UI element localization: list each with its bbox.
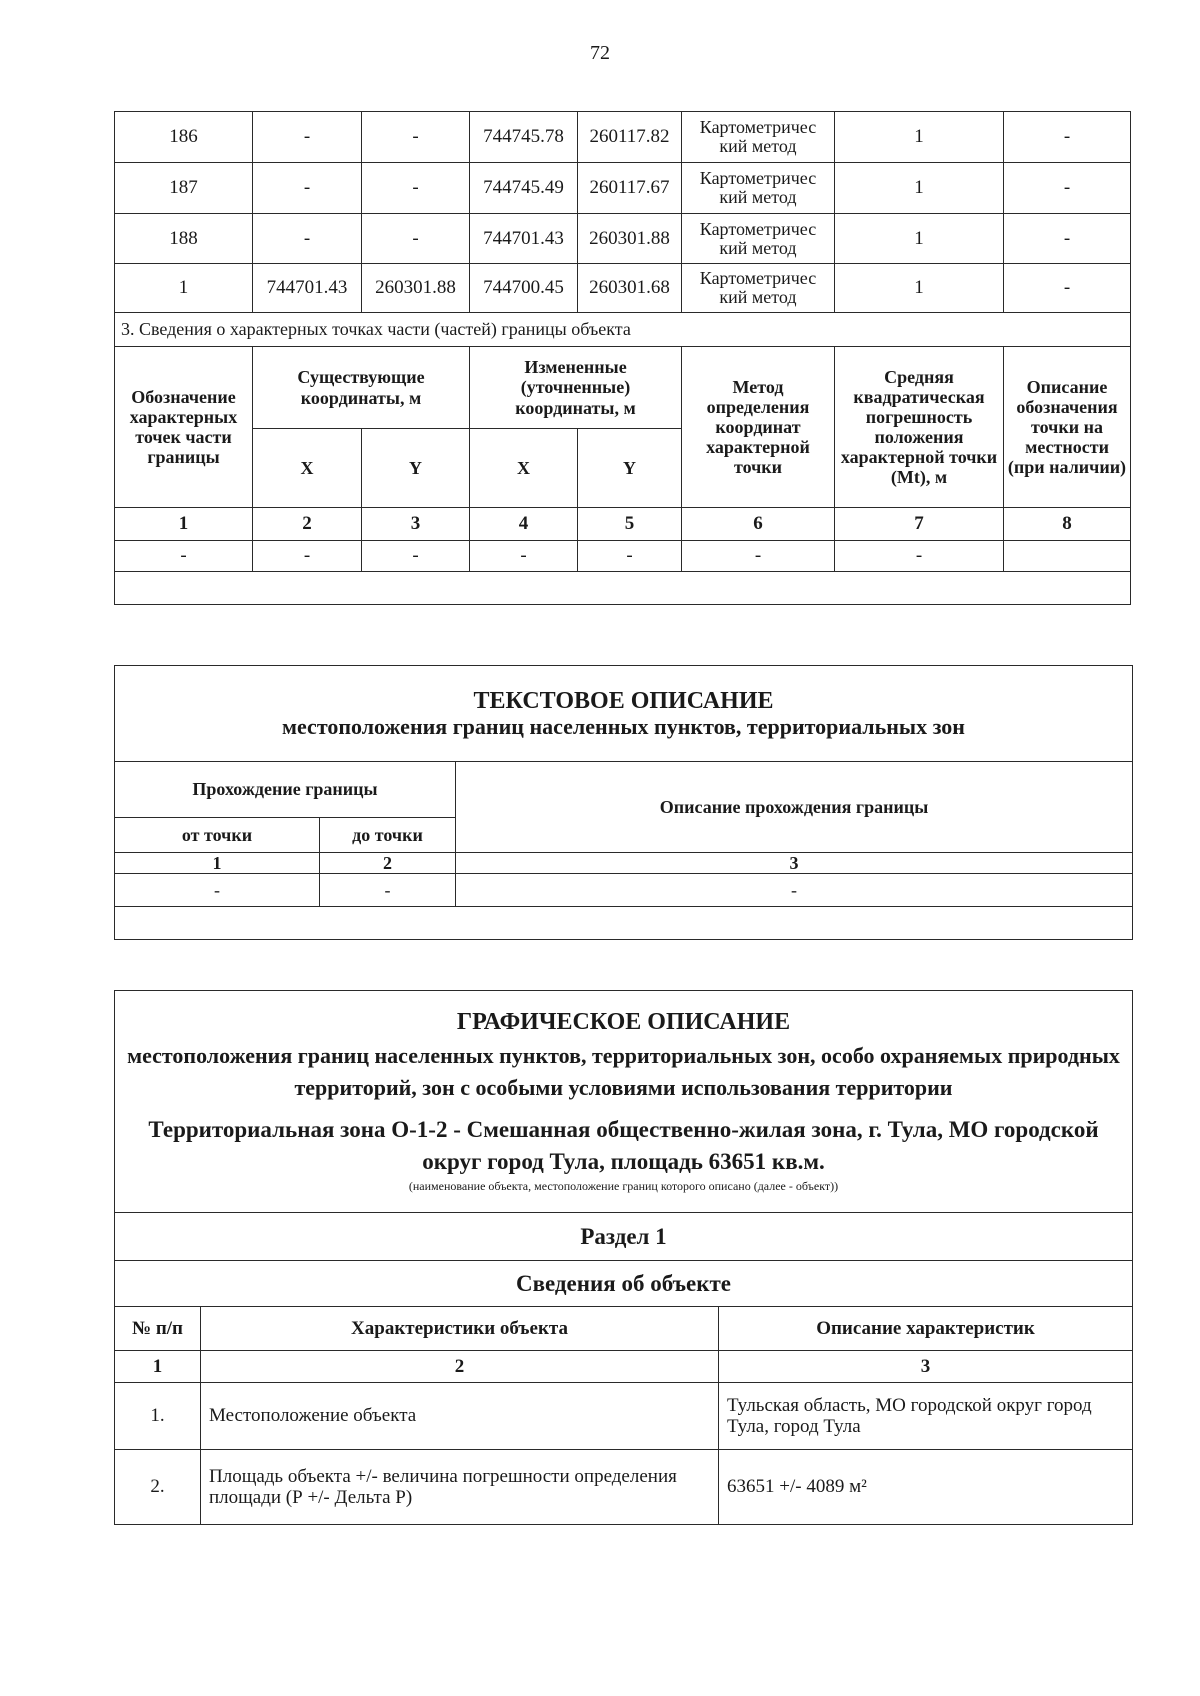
characteristic: Площадь объекта +/- величина погрешности определения площади (Р +/- Дельта Р) — [201, 1450, 719, 1525]
row-number: 1. — [115, 1383, 201, 1450]
table-row — [115, 541, 1131, 572]
graphic-description-subtitle: местоположения границ населенных пунктов, территориальных зон, особо охраняемых природных территорий, зон с особыми условиями использования территории — [127, 1043, 1120, 1101]
method-header: Метод определения координат характерной точки — [682, 347, 835, 508]
blank-row — [115, 907, 1133, 940]
section-title: Сведения об объекте — [115, 1261, 1133, 1307]
point-number: 188 — [115, 214, 253, 264]
section-title-row — [115, 1261, 1133, 1307]
changed-y: 260301.68 — [578, 264, 682, 313]
method-line-2: кий метод — [719, 136, 797, 156]
column-number: 1 — [115, 1351, 201, 1383]
characteristic: Местоположение объекта — [201, 1383, 719, 1450]
title-row — [115, 991, 1133, 1213]
title-cell — [115, 991, 1133, 1213]
passage-description: - — [456, 874, 1133, 907]
y-header: Y — [578, 429, 682, 508]
graphic-description-table — [114, 990, 1133, 1525]
error-value: 1 — [835, 112, 1004, 163]
from-point-header: от точки — [115, 818, 320, 853]
empty-cell: - — [115, 541, 253, 572]
method-line-1: Картометричес — [699, 268, 817, 289]
empty-cell: - — [682, 541, 835, 572]
x-header: X — [253, 429, 362, 508]
method-cell — [682, 112, 835, 163]
description-header: Описание обозначения точки на местности (при наличии) — [1004, 347, 1131, 508]
method-line-1: Картометричес — [699, 168, 817, 189]
row-number: 2. — [115, 1450, 201, 1525]
empty-cell — [1004, 541, 1131, 572]
changed-x: 744700.45 — [470, 264, 578, 313]
changed-header: Измененные (уточненные) координаты, м — [470, 347, 682, 429]
description-header: Описание прохождения границы — [456, 762, 1133, 853]
blank-cell — [115, 907, 1133, 940]
point-number: 186 — [115, 112, 253, 163]
section-3-title: 3. Сведения о характерных точках части (частей) границы объекта — [115, 313, 1131, 347]
method-line-2: кий метод — [719, 237, 797, 258]
y-header: Y — [362, 429, 470, 508]
column-number: 2 — [253, 508, 362, 541]
changed-y: 260117.82 — [578, 112, 682, 163]
existing-header: Существующие координаты, м — [253, 347, 470, 429]
table-row — [115, 1383, 1133, 1450]
empty-cell: - — [253, 541, 362, 572]
existing-y: - — [362, 112, 470, 163]
header-row — [115, 347, 1131, 429]
text-description-subtitle: местоположения границ населенных пунктов, территориальных зон — [282, 713, 965, 739]
x-header: X — [470, 429, 578, 508]
method-line-1: Картометричес — [699, 218, 817, 239]
characteristic-description: Тульская область, МО городской округ город Тула, город Тула — [719, 1383, 1133, 1450]
table-row — [115, 214, 1131, 264]
point-number: 1 — [115, 264, 253, 313]
blank-cell — [115, 572, 1131, 605]
object-note: (наименование объекта, местоположение границ которого описано (далее - объект)) — [408, 1179, 839, 1194]
existing-y: 260301.88 — [362, 264, 470, 313]
point-number: 187 — [115, 163, 253, 214]
existing-x: - — [253, 163, 362, 214]
existing-x: 744701.43 — [253, 264, 362, 313]
method-cell — [682, 264, 835, 313]
changed-y: 260117.67 — [578, 163, 682, 214]
existing-x: - — [253, 112, 362, 163]
from-point: - — [115, 874, 320, 907]
designation-header: Обозначение характерных точек части границы — [115, 347, 253, 508]
header-row — [115, 1307, 1133, 1351]
column-number: 8 — [1004, 508, 1131, 541]
coordinates-table — [114, 111, 1131, 605]
section-row — [115, 313, 1131, 347]
empty-cell: - — [470, 541, 578, 572]
text-description-title: ТЕКСТОВОЕ ОПИСАНИЕ — [473, 687, 774, 714]
table-row — [115, 163, 1131, 214]
passage-header: Прохождение границы — [115, 762, 456, 818]
column-number: 6 — [682, 508, 835, 541]
title-cell — [115, 666, 1133, 762]
empty-cell: - — [362, 541, 470, 572]
blank-row — [115, 572, 1131, 605]
section-row — [115, 1213, 1133, 1261]
to-point: - — [320, 874, 456, 907]
point-description: - — [1004, 214, 1131, 264]
characteristic-header: Характеристики объекта — [201, 1307, 719, 1351]
error-value: 1 — [835, 264, 1004, 313]
method-line-2: кий метод — [719, 187, 797, 207]
column-number: 3 — [719, 1351, 1133, 1383]
object-name: Территориальная зона О-1-2 - Смешанная общественно-жилая зона, г. Тула, МО городской округ город Тула, площадь 63651 кв.м. — [148, 1116, 1099, 1175]
column-number: 1 — [115, 853, 320, 874]
column-numbers-row — [115, 508, 1131, 541]
empty-cell: - — [835, 541, 1004, 572]
characteristic-description: 63651 +/- 4089 м² — [719, 1450, 1133, 1525]
error-value: 1 — [835, 163, 1004, 214]
point-description: - — [1004, 112, 1131, 163]
column-number: 7 — [835, 508, 1004, 541]
existing-y: - — [362, 214, 470, 264]
point-description: - — [1004, 264, 1131, 313]
column-number: 1 — [115, 508, 253, 541]
section-label: Раздел 1 — [115, 1213, 1133, 1261]
column-number: 2 — [201, 1351, 719, 1383]
column-number: 3 — [456, 853, 1133, 874]
changed-y: 260301.88 — [578, 214, 682, 264]
column-number: 5 — [578, 508, 682, 541]
method-line-2: кий метод — [719, 287, 797, 307]
text-description-table — [114, 665, 1133, 940]
existing-x: - — [253, 214, 362, 264]
column-number: 2 — [320, 853, 456, 874]
point-description: - — [1004, 163, 1131, 214]
changed-x: 744745.78 — [470, 112, 578, 163]
table-row — [115, 1450, 1133, 1525]
header-row — [115, 762, 1133, 818]
method-cell — [682, 163, 835, 214]
changed-x: 744745.49 — [470, 163, 578, 214]
page-number: 72 — [590, 42, 610, 64]
title-row — [115, 666, 1133, 762]
column-number: 4 — [470, 508, 578, 541]
graphic-description-title: ГРАФИЧЕСКОЕ ОПИСАНИЕ — [456, 1009, 791, 1036]
table-row — [115, 264, 1131, 313]
column-number: 3 — [362, 508, 470, 541]
to-point-header: до точки — [320, 818, 456, 853]
existing-y: - — [362, 163, 470, 214]
column-numbers-row — [115, 1351, 1133, 1383]
table-row — [115, 874, 1133, 907]
column-numbers-row — [115, 853, 1133, 874]
num-header: № п/п — [115, 1307, 201, 1351]
error-value: 1 — [835, 214, 1004, 264]
error-header: Средняя квадратическая погрешность положения характерной точки (Mt), м — [835, 347, 1004, 508]
table-row — [115, 112, 1131, 163]
method-cell — [682, 214, 835, 264]
description-header: Описание характеристик — [719, 1307, 1133, 1351]
method-line-1: Картометричес — [699, 117, 817, 138]
empty-cell: - — [578, 541, 682, 572]
changed-x: 744701.43 — [470, 214, 578, 264]
